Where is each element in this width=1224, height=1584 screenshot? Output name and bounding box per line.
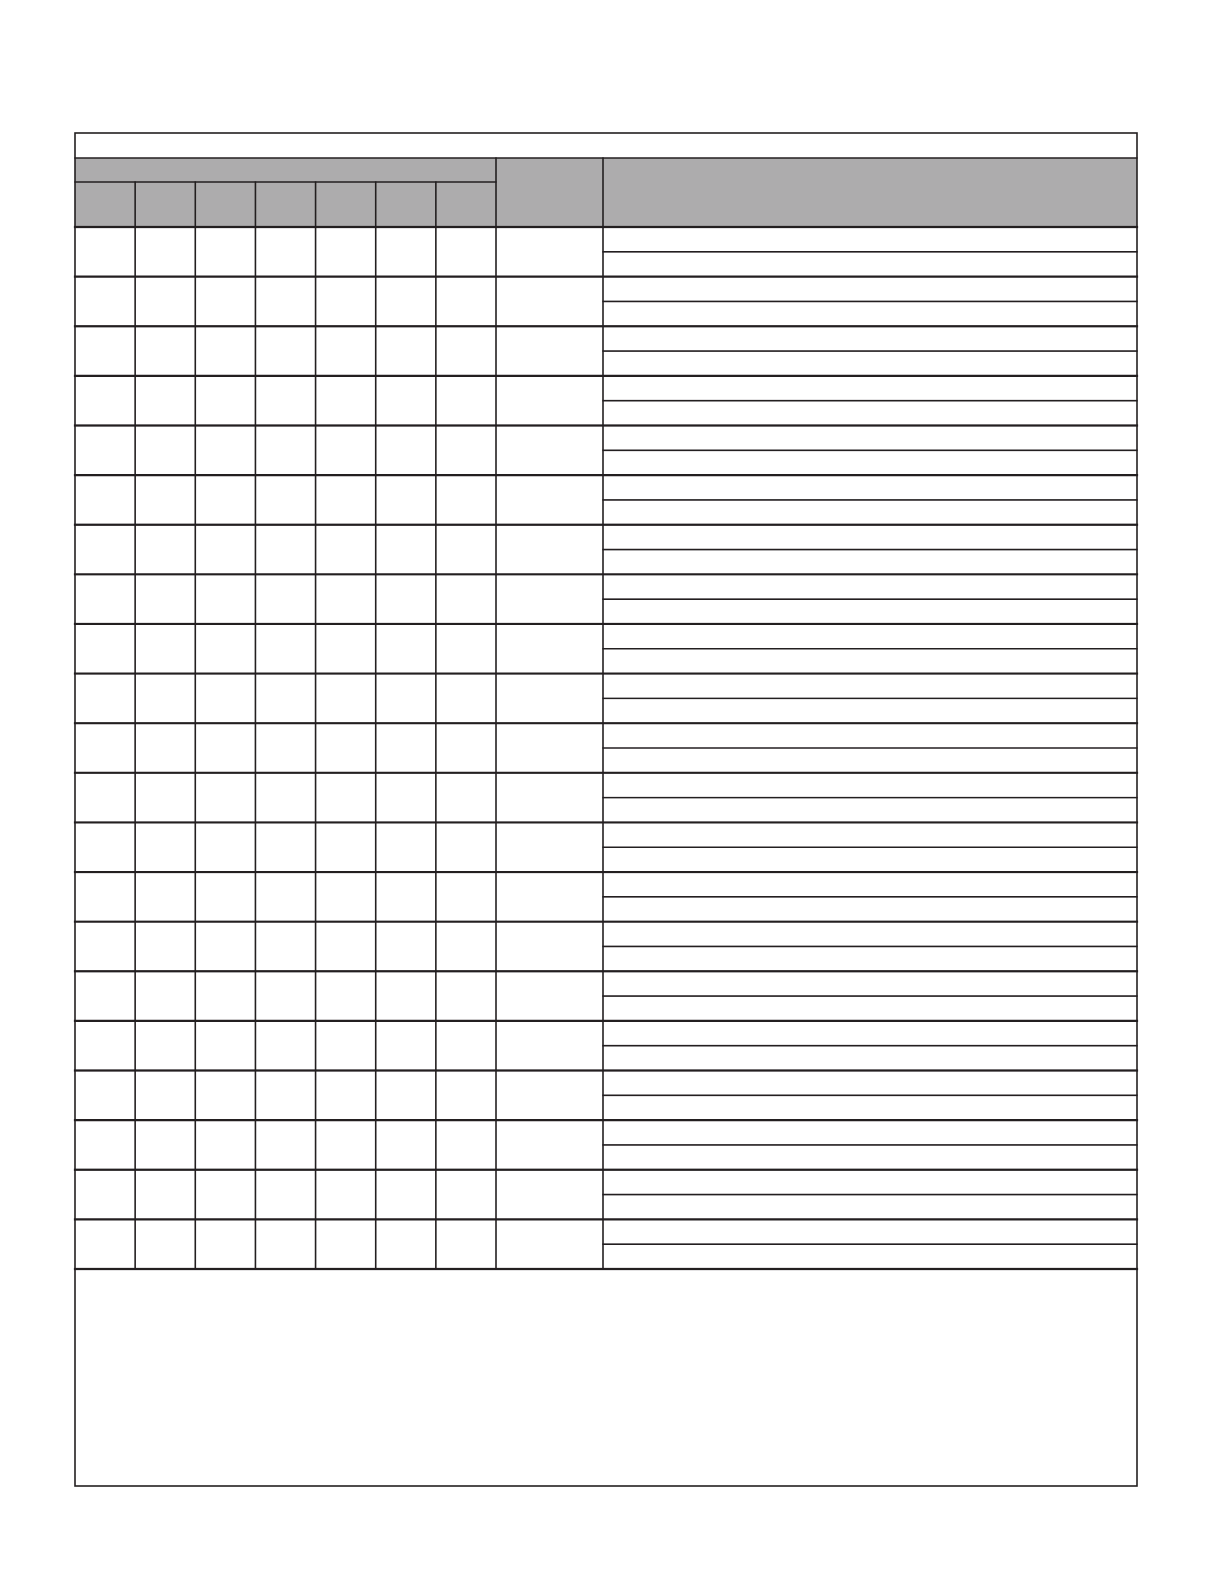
row-19-notes-line-1[interactable] xyxy=(605,1122,1135,1143)
row-20-day-cell-6[interactable] xyxy=(378,1172,434,1218)
row-9-day-cell-1[interactable] xyxy=(77,626,133,672)
row-11-notes-line-1[interactable] xyxy=(605,725,1135,746)
middle-column-header xyxy=(496,158,603,227)
row-8-day-cell-7[interactable] xyxy=(438,576,494,622)
row-5-notes-line-2[interactable] xyxy=(605,452,1135,473)
row-14-day-cell-6[interactable] xyxy=(378,874,434,920)
row-14-middle-cell[interactable] xyxy=(498,874,601,920)
row-18-day-cell-4[interactable] xyxy=(257,1073,313,1119)
row-10-day-cell-5[interactable] xyxy=(318,676,374,722)
row-6-notes-line-1[interactable] xyxy=(605,477,1135,498)
row-12-middle-cell[interactable] xyxy=(498,775,601,821)
row-11-day-cell-3[interactable] xyxy=(197,725,253,771)
row-9-day-cell-3[interactable] xyxy=(197,626,253,672)
row-4-day-cell-2[interactable] xyxy=(137,378,193,424)
row-19-day-cell-5[interactable] xyxy=(318,1122,374,1168)
row-20-notes-line-1[interactable] xyxy=(605,1172,1135,1193)
row-5-day-cell-5[interactable] xyxy=(318,427,374,473)
row-9-day-cell-5[interactable] xyxy=(318,626,374,672)
row-6-day-cell-1[interactable] xyxy=(77,477,133,523)
row-7-day-cell-5[interactable] xyxy=(318,527,374,573)
row-12-day-cell-7[interactable] xyxy=(438,775,494,821)
row-1-day-cell-6[interactable] xyxy=(378,229,434,275)
day-column-header-6 xyxy=(376,182,436,227)
row-13-notes-line-1[interactable] xyxy=(605,824,1135,845)
row-1-notes-line-2[interactable] xyxy=(605,254,1135,275)
row-3-day-cell-2[interactable] xyxy=(137,328,193,374)
row-19-day-cell-7[interactable] xyxy=(438,1122,494,1168)
row-20-day-cell-4[interactable] xyxy=(257,1172,313,1218)
row-6-day-cell-2[interactable] xyxy=(137,477,193,523)
row-12-day-cell-1[interactable] xyxy=(77,775,133,821)
row-2-day-cell-2[interactable] xyxy=(137,279,193,325)
row-3-day-cell-4[interactable] xyxy=(257,328,313,374)
row-20-day-cell-7[interactable] xyxy=(438,1172,494,1218)
row-9-notes-line-2[interactable] xyxy=(605,651,1135,672)
row-4-day-cell-4[interactable] xyxy=(257,378,313,424)
row-3-notes-line-1[interactable] xyxy=(605,328,1135,349)
row-5-day-cell-3[interactable] xyxy=(197,427,253,473)
row-4-day-cell-1[interactable] xyxy=(77,378,133,424)
row-8-notes-line-1[interactable] xyxy=(605,576,1135,597)
row-9-notes-line-1[interactable] xyxy=(605,626,1135,647)
row-2-middle-cell[interactable] xyxy=(498,279,601,325)
row-8-day-cell-2[interactable] xyxy=(137,576,193,622)
row-18-notes-line-2[interactable] xyxy=(605,1097,1135,1118)
row-11-middle-cell[interactable] xyxy=(498,725,601,771)
row-11-day-cell-6[interactable] xyxy=(378,725,434,771)
row-2-notes-line-2[interactable] xyxy=(605,303,1135,324)
row-16-notes-line-2[interactable] xyxy=(605,998,1135,1019)
row-10-day-cell-6[interactable] xyxy=(378,676,434,722)
row-9-day-cell-4[interactable] xyxy=(257,626,313,672)
row-1-day-cell-1[interactable] xyxy=(77,229,133,275)
row-16-middle-cell[interactable] xyxy=(498,973,601,1019)
row-8-day-cell-6[interactable] xyxy=(378,576,434,622)
row-2-notes-line-1[interactable] xyxy=(605,279,1135,300)
row-9-middle-cell[interactable] xyxy=(498,626,601,672)
row-2-day-cell-5[interactable] xyxy=(318,279,374,325)
row-18-middle-cell[interactable] xyxy=(498,1073,601,1119)
row-20-notes-line-2[interactable] xyxy=(605,1197,1135,1218)
row-2-day-cell-3[interactable] xyxy=(197,279,253,325)
row-15-day-cell-2[interactable] xyxy=(137,924,193,970)
row-8-middle-cell[interactable] xyxy=(498,576,601,622)
row-11-notes-line-2[interactable] xyxy=(605,750,1135,771)
row-14-day-cell-5[interactable] xyxy=(318,874,374,920)
row-19-day-cell-2[interactable] xyxy=(137,1122,193,1168)
row-15-notes-line-2[interactable] xyxy=(605,948,1135,969)
row-15-day-cell-1[interactable] xyxy=(77,924,133,970)
row-7-notes-line-2[interactable] xyxy=(605,552,1135,573)
row-3-day-cell-1[interactable] xyxy=(77,328,133,374)
row-7-notes-line-1[interactable] xyxy=(605,527,1135,548)
row-5-day-cell-1[interactable] xyxy=(77,427,133,473)
row-19-notes-line-2[interactable] xyxy=(605,1147,1135,1168)
row-20-day-cell-3[interactable] xyxy=(197,1172,253,1218)
row-5-day-cell-7[interactable] xyxy=(438,427,494,473)
row-1-middle-cell[interactable] xyxy=(498,229,601,275)
row-17-notes-line-1[interactable] xyxy=(605,1023,1135,1044)
row-17-day-cell-7[interactable] xyxy=(438,1023,494,1069)
row-13-day-cell-3[interactable] xyxy=(197,824,253,870)
day-column-header-1 xyxy=(75,182,135,227)
row-17-day-cell-3[interactable] xyxy=(197,1023,253,1069)
row-2-day-cell-1[interactable] xyxy=(77,279,133,325)
row-16-day-cell-1[interactable] xyxy=(77,973,133,1019)
row-14-day-cell-1[interactable] xyxy=(77,874,133,920)
row-1-day-cell-7[interactable] xyxy=(438,229,494,275)
row-19-day-cell-4[interactable] xyxy=(257,1122,313,1168)
row-14-day-cell-2[interactable] xyxy=(137,874,193,920)
row-14-day-cell-7[interactable] xyxy=(438,874,494,920)
row-14-notes-line-1[interactable] xyxy=(605,874,1135,895)
row-17-day-cell-4[interactable] xyxy=(257,1023,313,1069)
row-6-day-cell-7[interactable] xyxy=(438,477,494,523)
row-3-day-cell-5[interactable] xyxy=(318,328,374,374)
row-10-notes-line-2[interactable] xyxy=(605,700,1135,721)
row-9-day-cell-2[interactable] xyxy=(137,626,193,672)
row-10-day-cell-2[interactable] xyxy=(137,676,193,722)
row-19-day-cell-1[interactable] xyxy=(77,1122,133,1168)
row-6-day-cell-4[interactable] xyxy=(257,477,313,523)
title-field[interactable] xyxy=(77,135,1135,156)
row-9-day-cell-7[interactable] xyxy=(438,626,494,672)
row-3-notes-line-2[interactable] xyxy=(605,353,1135,374)
row-7-day-cell-2[interactable] xyxy=(137,527,193,573)
row-15-day-cell-4[interactable] xyxy=(257,924,313,970)
row-16-day-cell-7[interactable] xyxy=(438,973,494,1019)
row-7-day-cell-1[interactable] xyxy=(77,527,133,573)
row-4-day-cell-3[interactable] xyxy=(197,378,253,424)
row-13-notes-line-2[interactable] xyxy=(605,849,1135,870)
row-5-notes-line-1[interactable] xyxy=(605,427,1135,448)
row-12-day-cell-3[interactable] xyxy=(197,775,253,821)
row-8-day-cell-3[interactable] xyxy=(197,576,253,622)
row-3-day-cell-7[interactable] xyxy=(438,328,494,374)
row-17-day-cell-5[interactable] xyxy=(318,1023,374,1069)
row-16-day-cell-4[interactable] xyxy=(257,973,313,1019)
day-column-header-2 xyxy=(135,182,195,227)
row-13-day-cell-4[interactable] xyxy=(257,824,313,870)
row-10-day-cell-4[interactable] xyxy=(257,676,313,722)
row-21-day-cell-5[interactable] xyxy=(318,1221,374,1267)
row-2-day-cell-6[interactable] xyxy=(378,279,434,325)
row-1-notes-line-1[interactable] xyxy=(605,229,1135,250)
row-21-day-cell-7[interactable] xyxy=(438,1221,494,1267)
row-3-day-cell-3[interactable] xyxy=(197,328,253,374)
row-10-middle-cell[interactable] xyxy=(498,676,601,722)
row-16-day-cell-3[interactable] xyxy=(197,973,253,1019)
row-11-day-cell-4[interactable] xyxy=(257,725,313,771)
row-20-day-cell-1[interactable] xyxy=(77,1172,133,1218)
row-21-day-cell-1[interactable] xyxy=(77,1221,133,1267)
row-21-notes-line-2[interactable] xyxy=(605,1246,1135,1267)
row-13-day-cell-7[interactable] xyxy=(438,824,494,870)
row-15-middle-cell[interactable] xyxy=(498,924,601,970)
row-10-day-cell-7[interactable] xyxy=(438,676,494,722)
row-21-notes-line-1[interactable] xyxy=(605,1221,1135,1242)
row-7-day-cell-3[interactable] xyxy=(197,527,253,573)
day-column-header-4 xyxy=(255,182,315,227)
row-16-day-cell-2[interactable] xyxy=(137,973,193,1019)
row-4-middle-cell[interactable] xyxy=(498,378,601,424)
day-column-header-5 xyxy=(316,182,376,227)
row-16-day-cell-5[interactable] xyxy=(318,973,374,1019)
row-4-day-cell-5[interactable] xyxy=(318,378,374,424)
row-3-middle-cell[interactable] xyxy=(498,328,601,374)
row-8-day-cell-1[interactable] xyxy=(77,576,133,622)
row-15-notes-line-1[interactable] xyxy=(605,924,1135,945)
row-19-middle-cell[interactable] xyxy=(498,1122,601,1168)
row-12-notes-line-1[interactable] xyxy=(605,775,1135,796)
row-19-day-cell-6[interactable] xyxy=(378,1122,434,1168)
row-12-day-cell-6[interactable] xyxy=(378,775,434,821)
row-19-day-cell-3[interactable] xyxy=(197,1122,253,1168)
row-12-notes-line-2[interactable] xyxy=(605,800,1135,821)
row-5-day-cell-4[interactable] xyxy=(257,427,313,473)
row-6-day-cell-3[interactable] xyxy=(197,477,253,523)
row-13-day-cell-2[interactable] xyxy=(137,824,193,870)
row-17-day-cell-6[interactable] xyxy=(378,1023,434,1069)
row-8-day-cell-4[interactable] xyxy=(257,576,313,622)
notes-column-header xyxy=(603,158,1137,227)
row-5-day-cell-2[interactable] xyxy=(137,427,193,473)
day-column-header-7 xyxy=(436,182,496,227)
row-11-day-cell-7[interactable] xyxy=(438,725,494,771)
row-2-day-cell-7[interactable] xyxy=(438,279,494,325)
row-17-day-cell-1[interactable] xyxy=(77,1023,133,1069)
row-7-day-cell-6[interactable] xyxy=(378,527,434,573)
row-18-day-cell-1[interactable] xyxy=(77,1073,133,1119)
day-column-header-3 xyxy=(195,182,255,227)
row-11-day-cell-1[interactable] xyxy=(77,725,133,771)
row-13-day-cell-5[interactable] xyxy=(318,824,374,870)
row-7-day-cell-7[interactable] xyxy=(438,527,494,573)
row-1-day-cell-2[interactable] xyxy=(137,229,193,275)
row-13-middle-cell[interactable] xyxy=(498,824,601,870)
row-21-middle-cell[interactable] xyxy=(498,1221,601,1267)
row-18-day-cell-7[interactable] xyxy=(438,1073,494,1119)
row-20-middle-cell[interactable] xyxy=(498,1172,601,1218)
row-13-day-cell-1[interactable] xyxy=(77,824,133,870)
row-8-day-cell-5[interactable] xyxy=(318,576,374,622)
row-18-day-cell-3[interactable] xyxy=(197,1073,253,1119)
footer-notes-area[interactable] xyxy=(77,1271,1135,1484)
row-5-day-cell-6[interactable] xyxy=(378,427,434,473)
row-15-day-cell-3[interactable] xyxy=(197,924,253,970)
row-6-day-cell-5[interactable] xyxy=(318,477,374,523)
row-7-middle-cell[interactable] xyxy=(498,527,601,573)
row-1-day-cell-4[interactable] xyxy=(257,229,313,275)
row-12-day-cell-5[interactable] xyxy=(318,775,374,821)
row-10-day-cell-1[interactable] xyxy=(77,676,133,722)
row-21-day-cell-6[interactable] xyxy=(378,1221,434,1267)
row-21-day-cell-2[interactable] xyxy=(137,1221,193,1267)
row-15-day-cell-6[interactable] xyxy=(378,924,434,970)
row-4-notes-line-1[interactable] xyxy=(605,378,1135,399)
row-21-day-cell-4[interactable] xyxy=(257,1221,313,1267)
row-20-day-cell-2[interactable] xyxy=(137,1172,193,1218)
row-17-middle-cell[interactable] xyxy=(498,1023,601,1069)
row-16-day-cell-6[interactable] xyxy=(378,973,434,1019)
row-18-day-cell-5[interactable] xyxy=(318,1073,374,1119)
row-17-notes-line-2[interactable] xyxy=(605,1048,1135,1069)
row-11-day-cell-5[interactable] xyxy=(318,725,374,771)
row-15-day-cell-5[interactable] xyxy=(318,924,374,970)
row-14-notes-line-2[interactable] xyxy=(605,899,1135,920)
row-4-day-cell-7[interactable] xyxy=(438,378,494,424)
row-4-day-cell-6[interactable] xyxy=(378,378,434,424)
row-10-day-cell-3[interactable] xyxy=(197,676,253,722)
row-7-day-cell-4[interactable] xyxy=(257,527,313,573)
row-8-notes-line-2[interactable] xyxy=(605,601,1135,622)
row-12-day-cell-4[interactable] xyxy=(257,775,313,821)
row-11-day-cell-2[interactable] xyxy=(137,725,193,771)
row-18-day-cell-6[interactable] xyxy=(378,1073,434,1119)
row-5-middle-cell[interactable] xyxy=(498,427,601,473)
row-6-middle-cell[interactable] xyxy=(498,477,601,523)
row-20-day-cell-5[interactable] xyxy=(318,1172,374,1218)
row-18-day-cell-2[interactable] xyxy=(137,1073,193,1119)
row-21-day-cell-3[interactable] xyxy=(197,1221,253,1267)
row-6-day-cell-6[interactable] xyxy=(378,477,434,523)
row-17-day-cell-2[interactable] xyxy=(137,1023,193,1069)
row-3-day-cell-6[interactable] xyxy=(378,328,434,374)
row-2-day-cell-4[interactable] xyxy=(257,279,313,325)
row-14-day-cell-4[interactable] xyxy=(257,874,313,920)
row-14-day-cell-3[interactable] xyxy=(197,874,253,920)
row-15-day-cell-7[interactable] xyxy=(438,924,494,970)
row-18-notes-line-1[interactable] xyxy=(605,1073,1135,1094)
row-6-notes-line-2[interactable] xyxy=(605,502,1135,523)
row-10-notes-line-1[interactable] xyxy=(605,676,1135,697)
row-12-day-cell-2[interactable] xyxy=(137,775,193,821)
row-1-day-cell-3[interactable] xyxy=(197,229,253,275)
row-1-day-cell-5[interactable] xyxy=(318,229,374,275)
row-4-notes-line-2[interactable] xyxy=(605,403,1135,424)
row-9-day-cell-6[interactable] xyxy=(378,626,434,672)
row-13-day-cell-6[interactable] xyxy=(378,824,434,870)
row-16-notes-line-1[interactable] xyxy=(605,973,1135,994)
